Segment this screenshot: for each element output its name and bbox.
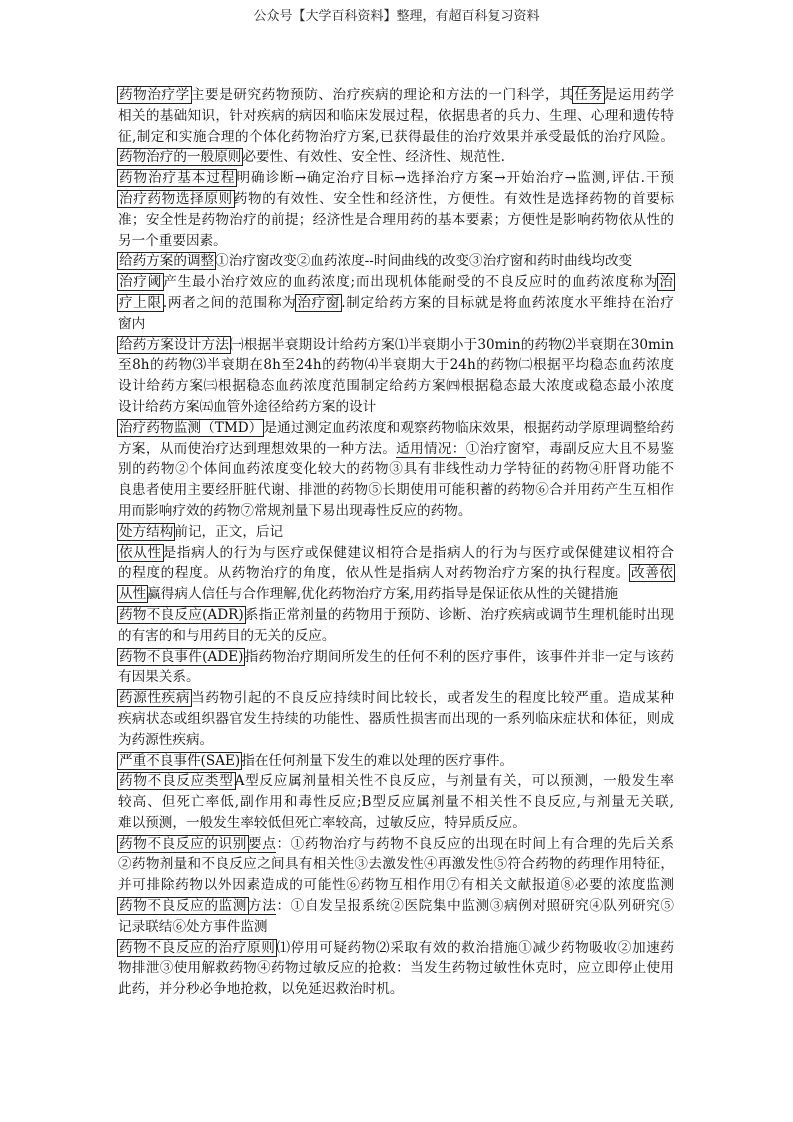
- text-line: [118, 979, 674, 1000]
- text-line: [118, 251, 674, 272]
- boxed-term: 依从性: [119, 544, 162, 561]
- text-line: [118, 147, 674, 168]
- boxed-term: 疗上限: [119, 294, 162, 311]
- text-line: [118, 834, 674, 855]
- text-line: [118, 127, 674, 148]
- text-line: [118, 813, 674, 834]
- text-line: [118, 688, 674, 709]
- boxed-term: 严重不良事件(SAE): [119, 752, 241, 769]
- boxed-term: 给药方案的调整: [119, 253, 215, 270]
- text-segment: 赢得病人信任与合作理解,优化药物治疗方案,用药指导是保证依从性的关键措施: [147, 586, 619, 603]
- text-segment: 当药物引起的不良反应持续时间比较长，或者发生的程度比较严重。造成某种: [191, 690, 675, 707]
- page-header: 公众号【大学百科资料】整理，有超百科复习资料: [253, 9, 540, 24]
- text-segment: 较高、但死亡率低,副作用和毒性反应;B型反应属剂量不相关性不良反应,与剂量无关联,: [118, 794, 674, 811]
- text-line: [118, 355, 674, 376]
- text-segment: 系指正常剂量的药物用于预防、诊断、治疗疾病或调节生理机能时出现: [244, 606, 674, 623]
- text-line: [118, 418, 674, 439]
- text-line: [118, 584, 674, 605]
- boxed-term: 治疗药物选择原则: [119, 190, 233, 207]
- document-body: [118, 85, 674, 1000]
- boxed-term: 从性: [119, 586, 147, 603]
- boxed-term: 治: [659, 274, 674, 291]
- text-segment: 指在任何剂量下发生的难以处理的医疗事件。: [241, 752, 514, 769]
- text-segment: 别的药物②个体间血药浓度变化较大的药物③具有非线性动力学特征的药物④肝肾功能不: [118, 461, 674, 478]
- boxed-term: 治疗阈: [119, 274, 163, 291]
- text-line: [118, 958, 674, 979]
- text-segment: 产生最小治疗效应的血药浓度;而出现机体能耐受的不良反应时的血药浓度称为: [163, 274, 659, 291]
- boxed-term: 药物不良反应(ADR): [119, 606, 244, 623]
- text-segment: 明确诊断→确定治疗目标→选择治疗方案→开始治疗→监测,评估.干预: [236, 170, 675, 187]
- text-line: [118, 709, 674, 730]
- text-segment: ①治疗窗窄，毒副反应大且不易鉴: [465, 440, 675, 457]
- text-segment: 设计给药方案㈤血管外途径给药方案的设计: [118, 398, 377, 415]
- text-line: [118, 272, 674, 293]
- text-segment: .制定给药方案的目标就是将血药浓度水平维持在治疗: [341, 294, 674, 311]
- text-line: [118, 667, 674, 688]
- text-line: [118, 106, 674, 127]
- text-line: [118, 168, 674, 189]
- boxed-term: 任务: [574, 87, 603, 103]
- text-line: [118, 543, 674, 564]
- text-line: [118, 480, 674, 501]
- text-segment: 方案，从而使治疗达到理想效果的一种方法。: [118, 440, 397, 457]
- text-line: [118, 189, 674, 210]
- text-line: [118, 730, 674, 751]
- text-segment: 征,制定和实施合理的个体化药物治疗方案,已获得最佳的治疗效果并承受最低的治疗风险。: [118, 128, 674, 145]
- boxed-term: 改善依: [630, 565, 674, 582]
- text-segment: ⑴停用可疑药物⑵采取有效的救治措施①减少药物吸收②加速药: [276, 939, 675, 956]
- text-segment: ：①自发呈报系统②医院集中监测③病例对照研究④队列研究⑤: [276, 898, 675, 915]
- text-segment: ②药物剂量和不良反应之间具有相关性③去激发性④再激发性⑤符合药物的药理作用特征，: [118, 856, 674, 873]
- text-segment: 为药源性疾病。: [118, 731, 214, 748]
- text-segment: 的程度的程度。从药物治疗的角度，依从性是指病人对药物治疗方案的执行程度。: [118, 565, 630, 582]
- text-segment: 此药，并分秒必争地抢救，以免延迟救治时机。: [118, 981, 404, 998]
- text-segment: 前记，正文，后记: [174, 523, 284, 540]
- text-segment: 必要性、有效性、安全性、经济性、规范性.: [242, 149, 505, 166]
- text-line: [118, 397, 674, 418]
- text-line: [118, 459, 674, 480]
- text-segment: 指药物治疗期间所发生的任何不利的医疗事件，该事件并非一定与该药: [244, 648, 675, 665]
- text-line: [118, 771, 674, 792]
- text-segment: 并可排除药物以外因素造成的可能性⑥药物互相作用⑦有相关文献报道⑧必要的浓度监测: [118, 877, 674, 894]
- text-line: [118, 376, 674, 397]
- text-segment: 另一个重要因素。: [118, 232, 227, 249]
- text-line: [118, 439, 674, 460]
- text-line: [118, 85, 674, 106]
- text-segment: 设计给药方案㈢根据稳态血药浓度范围制定给药方案㈣根据稳态最大浓度或稳态最小浓度: [118, 378, 674, 395]
- text-line: [118, 792, 674, 813]
- underlined-term: 要点: [248, 835, 277, 852]
- text-segment: 相关的基础知识，针对疾病的病因和临床发展过程，依据患者的兵力、生理、心理和遗传特: [118, 107, 674, 124]
- boxed-term: 药物不良事件(ADE): [119, 648, 244, 665]
- text-segment: 用而影响疗效的药物⑦常规剂量下易出现毒性反应的药物。: [118, 502, 472, 519]
- text-line: [118, 875, 674, 896]
- boxed-term: 给药方案设计方法: [119, 336, 229, 353]
- text-line: [118, 751, 674, 772]
- boxed-term: 药物治疗的一般原则: [119, 149, 242, 166]
- text-segment: 难以预测，一般发生率较低但死亡率较高，过敏反应，特异质反应。: [118, 814, 526, 831]
- text-line: [118, 231, 674, 252]
- boxed-term: 药物治疗基本过程: [119, 170, 236, 187]
- text-line: [118, 605, 674, 626]
- text-line: [118, 896, 674, 917]
- text-segment: 是通过测定血药浓度和观察药物临床效果，根据药动学原理调整给药: [263, 419, 675, 436]
- text-segment: 记录联结⑥处方事件监测: [118, 918, 268, 935]
- text-segment: 良患者使用主要经肝脏代谢、排泄的药物⑤长期使用可能积蓄的药物⑥合并用药产生互相作: [118, 482, 674, 499]
- text-line: [118, 335, 674, 356]
- text-segment: 主要是研究药物预防、治疗疾病的理论和方法的一门科学，其: [190, 87, 574, 103]
- text-line: [118, 522, 674, 543]
- text-segment: 的有害的和与用药目的无关的反应。: [118, 627, 336, 644]
- text-segment: .两者之间的范围称为: [162, 294, 297, 311]
- boxed-term: 药物不良反应的识别: [119, 835, 247, 852]
- text-segment: 药物的有效性、安全性和经济性，方便性。有效性是选择药物的首要标: [233, 190, 675, 207]
- text-line: [118, 647, 674, 668]
- boxed-term: 处方结构: [119, 523, 174, 540]
- boxed-term: 药物不良反应类型: [119, 773, 234, 790]
- boxed-term: 药源性疾病: [119, 690, 191, 707]
- text-line: [118, 293, 674, 314]
- text-line: [118, 854, 674, 875]
- text-line: [118, 210, 674, 231]
- boxed-term: 治疗窗: [297, 294, 341, 311]
- boxed-term: 药物不良反应的治疗原则: [119, 939, 276, 956]
- text-segment: 准；安全性是药物治疗的前提；经济性是合理用药的基本要素；方便性是影响药物依从性的: [118, 211, 674, 228]
- boxed-term: 药物治疗学: [119, 87, 190, 103]
- underlined-term: 适用情况：: [396, 440, 466, 457]
- text-segment: A型反应属剂量相关性不良反应，与剂量有关，可以预测，一般发生率: [234, 773, 674, 790]
- text-line: [118, 501, 674, 522]
- text-segment: 是指病人的行为与医疗或保健建议相符合是指病人的行为与医疗或保健建议相符合: [162, 544, 675, 561]
- text-segment: 有因果关系。: [118, 669, 200, 686]
- text-segment: 至8h的药物⑶半衰期在8h至24h的药物⑷半衰期大于24h的药物㈡根据平均稳态血药浓度: [118, 357, 674, 374]
- text-line: [118, 626, 674, 647]
- text-segment: 窗内: [118, 315, 146, 332]
- text-line: [118, 563, 674, 584]
- boxed-term: 药物不良反应的监测: [119, 898, 247, 915]
- text-segment: ㈠根据半衰期设计给药方案⑴半衰期小于30min的药物⑵半衰期在30min: [229, 336, 674, 353]
- text-segment: 物排泄③使用解救药物④药物过敏反应的抢救：当发生药物过敏性休克时，应立即停止使用: [118, 960, 674, 977]
- underlined-term: 方法: [248, 898, 277, 915]
- text-line: [118, 938, 674, 959]
- text-segment: ①治疗窗改变②血药浓度--时间曲线的改变③治疗窗和药时曲线均改变: [215, 253, 633, 270]
- text-line: [118, 917, 674, 938]
- text-segment: ：①药物治疗与药物不良反应的出现在时间上有合理的先后关系: [276, 835, 675, 852]
- text-segment: 是运用药学: [603, 87, 675, 103]
- text-line: [118, 314, 674, 335]
- text-segment: 疾病状态或组织器官发生持续的功能性、器质性损害而出现的一系列临床症状和体征，则成: [118, 710, 674, 727]
- boxed-term: 治疗药物监测（TMD）: [119, 419, 263, 436]
